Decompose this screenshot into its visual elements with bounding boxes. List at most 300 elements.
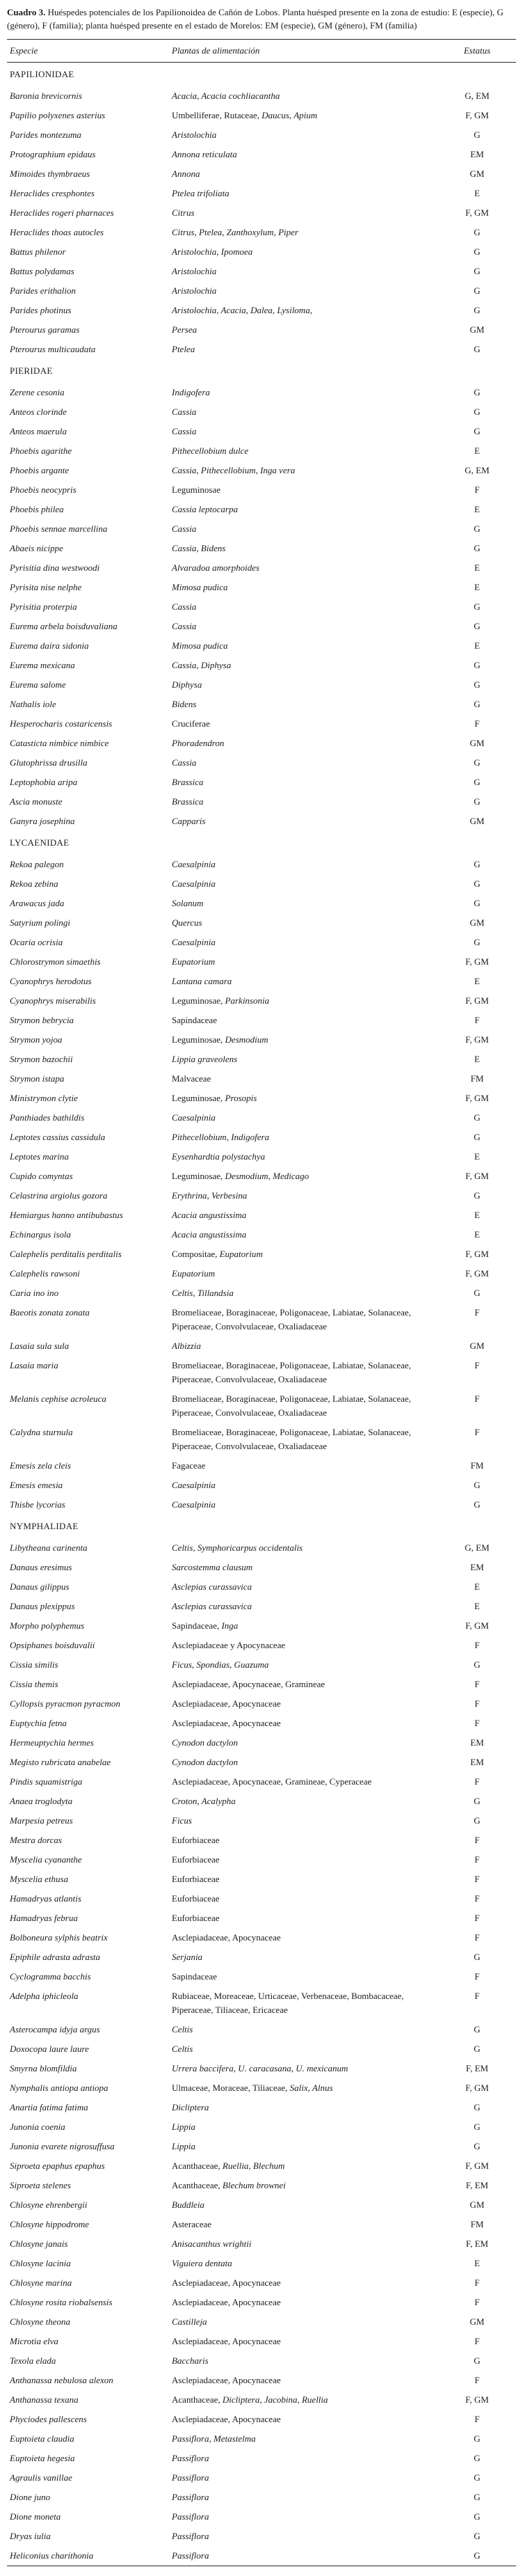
status-cell: G: [474, 2531, 481, 2541]
plant-name-segment: Citrus: [172, 207, 195, 218]
status-cell: F, GM: [465, 995, 489, 1006]
species-row: [7, 1675, 516, 1694]
species-row: [7, 2273, 516, 2293]
species-row: [7, 1870, 516, 1889]
status-cell: E: [474, 562, 480, 573]
species-name-cell: Panthiades bathildis: [10, 1112, 85, 1123]
plant-name-segment: Eupatorium: [172, 1268, 216, 1279]
status-cell: GM: [469, 917, 485, 928]
species-name-cell: Parides photinus: [10, 305, 72, 315]
species-row: [7, 2137, 516, 2156]
plant-name-segment: Lantana camara: [172, 976, 232, 986]
host-plants-cell: [172, 262, 438, 281]
host-plants-cell: [172, 2059, 438, 2078]
status-cell: E: [474, 582, 480, 592]
plant-name-segment: Acanthaceae,: [172, 2180, 223, 2190]
status-cell: G: [474, 426, 481, 436]
plant-name-segment: Celtis: [172, 2044, 193, 2054]
species-row: [7, 262, 516, 281]
host-plants-cell: [172, 320, 438, 340]
host-plants-cell: [172, 1792, 438, 1811]
species-row: [7, 1577, 516, 1597]
host-plants-cell: [172, 675, 438, 695]
status-cell: G: [474, 898, 481, 908]
host-plants-cell: [172, 2293, 438, 2312]
species-name-cell: Ganyra josephina: [10, 816, 75, 826]
species-name-cell: Nymphalis antiopa antiopa: [10, 2083, 108, 2093]
status-cell: G: [474, 757, 481, 768]
species-row: [7, 184, 516, 203]
host-plants-table: [7, 39, 516, 2566]
species-row: [7, 874, 516, 894]
species-name-cell: Phoebis philea: [10, 504, 64, 514]
species-row: [7, 1753, 516, 1772]
species-name-cell: Protographium epidaus: [10, 149, 96, 159]
plant-name-segment: Baccharis: [172, 2355, 209, 2366]
status-cell: F, GM: [465, 956, 489, 967]
species-row: [7, 461, 516, 480]
host-plants-cell: [172, 203, 438, 223]
family-section-row: [7, 359, 516, 383]
species-row: [7, 2546, 516, 2566]
species-name-cell: Emesis emesia: [10, 1480, 63, 1490]
plant-name-segment: Aristolochia: [172, 129, 217, 140]
species-name-cell: Marpesia petreus: [10, 1815, 73, 1826]
host-plants-cell: [172, 1069, 438, 1089]
status-cell: G, EM: [465, 90, 490, 101]
species-name-cell: Strymon bazochii: [10, 1054, 73, 1064]
species-row: [7, 125, 516, 145]
species-row: [7, 714, 516, 734]
species-row: [7, 952, 516, 972]
status-cell: E: [474, 504, 480, 514]
host-plants-cell: [172, 1967, 438, 1986]
species-name-cell: Leptotes cassius cassidula: [10, 1132, 106, 1142]
host-plants-cell: [172, 164, 438, 184]
species-row: [7, 1655, 516, 1675]
plant-name-segment: Asclepiadaceae y Apocynaceae: [172, 1640, 286, 1650]
plant-name-segment: Cassia: [172, 757, 197, 768]
species-name-cell: Cissia themis: [10, 1679, 58, 1689]
species-name-cell: Battus philenor: [10, 246, 66, 257]
status-cell: F, EM: [465, 2238, 489, 2249]
plant-name-segment: Euforbiaceae: [172, 1854, 220, 1865]
plant-name-segment: Capparis: [172, 816, 206, 826]
plant-name-segment: Aristolochia: [172, 266, 217, 276]
species-name-cell: Chlorostrymon simaethis: [10, 956, 101, 967]
host-plants-cell: [172, 1336, 438, 1356]
species-name-cell: Leptophobia aripa: [10, 777, 78, 787]
host-plants-cell: [172, 874, 438, 894]
species-row: [7, 86, 516, 106]
status-cell: E: [474, 1151, 480, 1162]
species-row: [7, 2410, 516, 2429]
plant-name-segment: Leguminosae: [172, 484, 221, 495]
host-plants-cell: [172, 578, 438, 597]
host-plants-cell: [172, 441, 438, 461]
plant-name-segment: Sapindaceae: [172, 1971, 217, 1982]
plant-name-segment: Caesalpinia: [172, 937, 216, 947]
status-cell: EM: [470, 1562, 484, 1572]
status-cell: F: [474, 1854, 480, 1865]
species-row: [7, 1616, 516, 1636]
status-cell: G: [474, 2102, 481, 2112]
host-plants-cell: [172, 1456, 438, 1476]
status-cell: F: [474, 2336, 480, 2346]
host-plants-cell: [172, 1616, 438, 1636]
host-plants-cell: [172, 2351, 438, 2371]
column-header-estatus: Estatus: [463, 45, 491, 56]
species-name-cell: Phoebis argante: [10, 465, 70, 475]
species-row: [7, 1186, 516, 1206]
species-row: [7, 2468, 516, 2488]
species-row: [7, 2098, 516, 2117]
plant-name-segment: Cassia, Bidens: [172, 543, 226, 553]
species-name-cell: Ministrymon clytie: [10, 1093, 78, 1103]
host-plants-cell: [172, 480, 438, 500]
status-cell: F, GM: [465, 2160, 489, 2171]
species-name-cell: Eurema salome: [10, 679, 66, 690]
status-cell: G: [474, 679, 481, 690]
species-name-cell: Ascia monuste: [10, 796, 63, 807]
status-cell: F: [474, 2414, 480, 2424]
plant-name-segment: Inga: [221, 1620, 239, 1631]
plant-name-segment: Aristolochia, Acacia, Dalea, Lysiloma,: [172, 305, 312, 315]
plant-name-segment: Bromeliaceae, Boraginaceae, Poligonaceae, Labiatae, Solanaceae, Piperaceae, Convolvulaceae, Oxaliadaceae: [172, 1360, 411, 1384]
species-name-cell: Heraclides thoas autocles: [10, 227, 104, 237]
species-name-cell: Junonia coenia: [10, 2121, 65, 2132]
plant-name-segment: Acanthaceae,: [172, 2394, 223, 2405]
plant-name-segment: Caesalpinia: [172, 1112, 216, 1123]
species-name-cell: Siproeta epaphus epaphus: [10, 2160, 105, 2171]
species-row: [7, 1733, 516, 1753]
status-cell: G: [474, 1480, 481, 1490]
family-name: LYCAENIDAE: [10, 837, 70, 848]
host-plants-cell: [172, 1772, 438, 1792]
plant-name-segment: Prosopis: [225, 1093, 257, 1103]
host-plants-cell: [172, 656, 438, 675]
host-plants-cell: [172, 972, 438, 991]
host-plants-cell: [172, 2039, 438, 2059]
species-row: [7, 301, 516, 320]
host-plants-cell: [172, 340, 438, 359]
status-cell: G: [474, 246, 481, 257]
family-name: PAPILIONIDAE: [10, 69, 74, 79]
plant-name-segment: Passiflora: [172, 2531, 209, 2541]
status-cell: G: [474, 2121, 481, 2132]
host-plants-cell: [172, 1225, 438, 1244]
species-name-cell: Smyrna blomfildia: [10, 2063, 77, 2073]
plant-name-segment: Acacia angustissima: [172, 1210, 247, 1220]
species-row: [7, 656, 516, 675]
plant-name-segment: Mimosa pudica: [172, 640, 228, 651]
species-row: [7, 519, 516, 539]
plant-name-segment: Sapindaceae: [172, 1015, 217, 1025]
status-cell: G: [474, 859, 481, 869]
species-name-cell: Libytheana carinenta: [10, 1542, 88, 1553]
host-plants-cell: [172, 1030, 438, 1050]
species-name-cell: Danaus plexippus: [10, 1601, 75, 1611]
plant-name-segment: Cynodon dactylon: [172, 1737, 238, 1748]
host-plants-cell: [172, 145, 438, 164]
species-name-cell: Parides erithalion: [10, 285, 76, 296]
species-row: [7, 1011, 516, 1030]
species-name-cell: Euptoieta claudia: [10, 2433, 74, 2444]
species-name-cell: Arawacus jada: [10, 898, 65, 908]
plant-name-segment: Aristolochia: [172, 285, 217, 296]
plant-name-segment: Albizzia: [172, 1341, 201, 1351]
host-plants-cell: [172, 500, 438, 519]
species-row: [7, 695, 516, 714]
host-plants-cell: [172, 1928, 438, 1947]
host-plants-cell: [172, 242, 438, 262]
host-plants-cell: [172, 2332, 438, 2351]
species-row: [7, 1456, 516, 1476]
host-plants-cell: [172, 2449, 438, 2468]
status-cell: F: [474, 1874, 480, 1884]
status-cell: G: [474, 1190, 481, 1201]
species-row: [7, 617, 516, 636]
species-row: [7, 2195, 516, 2215]
host-plants-cell: [172, 461, 438, 480]
status-cell: GM: [469, 2316, 485, 2327]
species-name-cell: Emesis zela cleis: [10, 1460, 72, 1471]
plant-name-segment: Ruellia, Blechum: [222, 2160, 285, 2171]
species-row: [7, 2078, 516, 2098]
species-name-cell: Agraulis vanillae: [10, 2472, 72, 2483]
species-row: [7, 1495, 516, 1515]
status-cell: E: [474, 640, 480, 651]
host-plants-cell: [172, 792, 438, 812]
host-plants-cell: [172, 1476, 438, 1495]
species-row: [7, 2429, 516, 2449]
plant-name-segment: Cassia: [172, 523, 197, 534]
host-plants-cell: [172, 636, 438, 656]
species-name-cell: Phyciodes pallescens: [10, 2414, 87, 2424]
species-name-cell: Phoebis neocypris: [10, 484, 77, 495]
caption-text: Huéspedes potenciales de los Papilionoidea de Cañón de Lobos. Planta huésped presente en la zona de estudio: E (especie), G (género), F (familia); planta huésped presente en el estado de Morelos: EM (especie), GM (género), FM (familia): [7, 7, 504, 31]
status-cell: F, GM: [465, 1171, 489, 1181]
species-name-cell: Zerene cesonia: [10, 387, 65, 397]
status-cell: G: [474, 523, 481, 534]
status-cell: F: [474, 2297, 480, 2307]
species-name-cell: Danaus gilippus: [10, 1581, 70, 1592]
species-name-cell: Pyrisita nise nelphe: [10, 582, 82, 592]
host-plants-cell: [172, 1558, 438, 1577]
host-plants-cell: [172, 2273, 438, 2293]
status-cell: F: [474, 1718, 480, 1728]
plant-name-segment: Passiflora: [172, 2472, 209, 2483]
status-cell: E: [474, 188, 480, 198]
status-cell: FM: [470, 1073, 484, 1084]
plant-name-segment: Asclepiadaceae, Apocynaceae, Gramineae: [172, 1679, 325, 1689]
host-plants-cell: [172, 991, 438, 1011]
status-cell: F, EM: [465, 2063, 489, 2073]
host-plants-cell: [172, 1889, 438, 1909]
status-cell: G: [474, 387, 481, 397]
host-plants-cell: [172, 773, 438, 792]
plant-name-segment: Asclepiadaceae, Apocynaceae: [172, 1698, 281, 1709]
species-name-cell: Cyclogramma bacchis: [10, 1971, 91, 1982]
status-cell: G: [474, 543, 481, 553]
species-row: [7, 1167, 516, 1186]
host-plants-cell: [172, 2098, 438, 2117]
status-cell: F: [474, 484, 480, 495]
plant-name-segment: Blechum brownei: [222, 2180, 286, 2190]
host-plants-cell: [172, 1089, 438, 1108]
plant-name-segment: Citrus, Ptelea, Zanthoxylum, Piper: [172, 227, 298, 237]
species-name-cell: Papilio polyxenes asterius: [10, 110, 106, 120]
status-cell: G: [474, 2044, 481, 2054]
plant-name-segment: Asclepiadaceae, Apocynaceae: [172, 2336, 281, 2346]
species-name-cell: Chlosyne marina: [10, 2277, 72, 2288]
species-row: [7, 539, 516, 558]
status-cell: GM: [469, 324, 485, 335]
status-cell: G: [474, 878, 481, 889]
species-name-cell: Anaea troglodyta: [10, 1796, 73, 1806]
status-cell: F, GM: [465, 1620, 489, 1631]
species-row: [7, 1244, 516, 1264]
species-row: [7, 1356, 516, 1389]
status-cell: E: [474, 1601, 480, 1611]
status-cell: F: [474, 1307, 480, 1318]
species-row: [7, 2332, 516, 2351]
plant-name-segment: Ficus: [172, 1815, 192, 1826]
species-row: [7, 972, 516, 991]
plant-name-segment: Sapindaceae,: [172, 1620, 222, 1631]
species-row: [7, 2254, 516, 2273]
host-plants-cell: [172, 1811, 438, 1831]
status-cell: EM: [470, 1757, 484, 1767]
plant-name-segment: Parkinsonia: [225, 995, 270, 1006]
status-cell: E: [474, 445, 480, 456]
plant-name-segment: Serjania: [172, 1952, 203, 1962]
host-plants-cell: [172, 1389, 438, 1423]
table-caption: [7, 6, 516, 32]
species-name-cell: Siproeta stelenes: [10, 2180, 71, 2190]
plant-name-segment: Erythrina, Verbesina: [172, 1190, 248, 1201]
species-row: [7, 480, 516, 500]
host-plants-cell: [172, 422, 438, 441]
status-cell: G: [474, 796, 481, 807]
species-name-cell: Euptoieta hegesia: [10, 2453, 75, 2463]
species-name-cell: Cyanophrys miserabilis: [10, 995, 96, 1006]
species-row: [7, 2020, 516, 2039]
species-name-cell: Anthanassa texana: [10, 2394, 79, 2405]
host-plants-cell: [172, 2390, 438, 2410]
species-row: [7, 1636, 516, 1655]
host-plants-cell: [172, 383, 438, 402]
species-row: [7, 2039, 516, 2059]
plant-name-segment: Cassia: [172, 426, 197, 436]
host-plants-cell: [172, 1675, 438, 1694]
status-cell: F: [474, 1640, 480, 1650]
species-name-cell: Chlosyne hippodrome: [10, 2219, 89, 2229]
status-cell: G, EM: [465, 465, 490, 475]
species-row: [7, 855, 516, 874]
host-plants-cell: [172, 558, 438, 578]
species-name-cell: Strymon yojoa: [10, 1034, 63, 1045]
caption-label: Cuadro 3.: [7, 7, 46, 17]
plant-name-segment: Leguminosae,: [172, 1034, 225, 1045]
plant-name-segment: Ficus, Spondias, Guazuma: [172, 1659, 269, 1670]
species-row: [7, 2176, 516, 2195]
host-plants-cell: [172, 223, 438, 242]
family-section-row: [7, 63, 516, 87]
status-cell: F: [474, 2375, 480, 2385]
species-name-cell: Parides montezuma: [10, 129, 81, 140]
family-name: NYMPHALIDAE: [10, 1521, 79, 1531]
species-row: [7, 402, 516, 422]
plant-name-segment: Cassia: [172, 406, 197, 417]
plant-name-segment: Brassica: [172, 796, 204, 807]
species-name-cell: Melanis cephise acroleuca: [10, 1393, 106, 1404]
plant-name-segment: Asclepiadaceae, Apocynaceae: [172, 1718, 281, 1728]
host-plants-cell: [172, 281, 438, 301]
species-row: [7, 2117, 516, 2137]
species-name-cell: Adelpha iphicleola: [10, 1991, 79, 2001]
host-plants-cell: [172, 1655, 438, 1675]
plant-name-segment: Euforbiaceae: [172, 1913, 220, 1923]
species-name-cell: Anthanassa nebulosa alexon: [10, 2375, 113, 2385]
plant-name-segment: Cassia: [172, 621, 197, 631]
plant-name-segment: Desmodium, Medicago: [225, 1171, 309, 1181]
status-cell: E: [474, 2258, 480, 2268]
species-row: [7, 1147, 516, 1167]
status-cell: G, EM: [465, 1542, 490, 1553]
plant-name-segment: Salix, Alnus: [289, 2083, 333, 2093]
species-row: [7, 2293, 516, 2312]
plant-name-segment: Asclepiadaceae, Apocynaceae: [172, 2375, 281, 2385]
species-row: [7, 1108, 516, 1128]
status-cell: G: [474, 305, 481, 315]
status-cell: G: [474, 129, 481, 140]
status-cell: G: [474, 699, 481, 709]
species-row: [7, 2527, 516, 2546]
host-plants-cell: [172, 714, 438, 734]
host-plants-cell: [172, 2078, 438, 2098]
host-plants-cell: [172, 184, 438, 203]
species-row: [7, 2488, 516, 2507]
species-row: [7, 500, 516, 519]
plant-name-segment: Cynodon dactylon: [172, 1757, 238, 1767]
species-name-cell: Mimoides thymbraeus: [10, 168, 90, 179]
species-name-cell: Eurema daira sidonia: [10, 640, 89, 651]
species-name-cell: Texola elada: [10, 2355, 56, 2366]
status-cell: G: [474, 2511, 481, 2522]
host-plants-cell: [172, 1909, 438, 1928]
host-plants-cell: [172, 2215, 438, 2234]
species-row: [7, 1336, 516, 1356]
plant-name-segment: Croton, Acalypha: [172, 1796, 236, 1806]
status-cell: F, GM: [465, 2394, 489, 2405]
species-name-cell: Morpho polyphemus: [10, 1620, 85, 1631]
host-plants-cell: [172, 1206, 438, 1225]
species-name-cell: Eurema arbela boisduvaliana: [10, 621, 118, 631]
plant-name-segment: Euforbiaceae: [172, 1893, 220, 1904]
species-row: [7, 203, 516, 223]
status-cell: GM: [469, 168, 485, 179]
host-plants-cell: [172, 952, 438, 972]
host-plants-cell: [172, 125, 438, 145]
plant-name-segment: Mimosa pudica: [172, 582, 228, 592]
species-row: [7, 1069, 516, 1089]
host-plants-cell: [172, 1108, 438, 1128]
status-cell: E: [474, 976, 480, 986]
host-plants-cell: [172, 1753, 438, 1772]
status-cell: GM: [469, 1341, 485, 1351]
species-name-cell: Hermeuptychia hermes: [10, 1737, 94, 1748]
